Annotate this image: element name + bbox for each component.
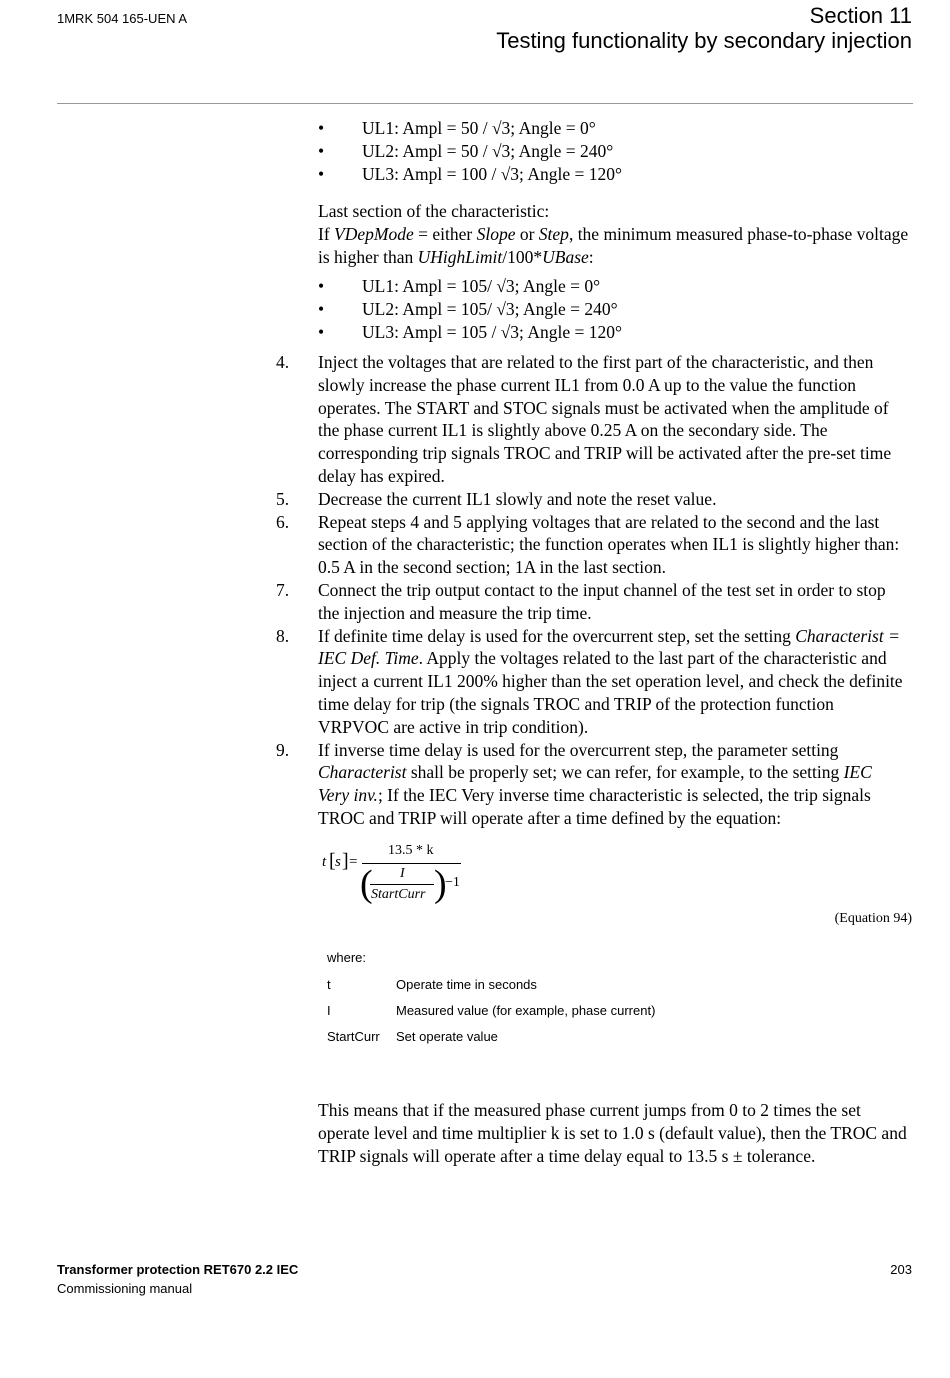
last-section-heading: Last section of the characteristic: xyxy=(318,201,550,221)
eq-inner-numerator: I xyxy=(400,866,405,881)
footer-product-title: Transformer protection RET670 2.2 IEC xyxy=(57,1262,299,1277)
value-step: Step xyxy=(538,223,569,244)
setting-characterist: Characterist xyxy=(318,762,407,783)
table-row xyxy=(327,977,727,995)
param-uhighlimit: UHighLimit xyxy=(417,246,503,267)
header-divider xyxy=(57,103,913,104)
page-number: 203 xyxy=(890,1262,912,1277)
step-text: Decrease the current IL1 slowly and note the reset value. xyxy=(318,488,717,509)
step-number: 9. xyxy=(276,739,290,760)
setting-iec-very-inv: IEC Very inv. xyxy=(318,762,872,806)
description-cell: Operate time in seconds xyxy=(396,977,537,992)
list-item xyxy=(318,321,918,344)
step-9: 9. If inverse time delay is used for the overcurrent step, the parameter setting Characterist shall be properly set; we can refer, for example, to the setting IEC Very inv.; If the IEC Very inverse time characteristic is selected, the trip signals TROC and TRIP will operate after a time defined by the equation: xyxy=(276,739,872,828)
bullet-icon: • xyxy=(318,118,325,138)
symbol-cell: StartCurr xyxy=(327,1029,380,1044)
step-6 xyxy=(276,511,906,579)
param-ubase: UBase xyxy=(542,246,589,267)
param-vdepmode: VDepMode xyxy=(334,223,414,244)
where-heading: where: xyxy=(327,950,367,965)
eq-inner-denominator: StartCurr xyxy=(371,887,426,902)
bullet-text: UL2: Ampl = 50 / √3; Angle = 240° xyxy=(362,140,614,161)
eq-paren-close: ) xyxy=(434,863,447,905)
list-item xyxy=(318,163,918,186)
list-item xyxy=(318,275,918,298)
eq-lhs-t: t xyxy=(322,854,327,870)
step-text: Repeat steps 4 and 5 applying voltages that are related to the second and the last section of the characteristic; the function operates when IL1 is slightly higher than: 0.5 A in the second section; 1A in the last section. xyxy=(318,511,900,578)
last-section-condition: If VDepMode = either Slope or Step, the minimum measured phase-to-phase voltage is higher than UHighLimit/100*UBase: xyxy=(318,223,909,267)
step-7 xyxy=(276,579,906,625)
value-slope: Slope xyxy=(476,223,516,244)
bullet-text: UL3: Ampl = 105 / √3; Angle = 120° xyxy=(362,321,622,342)
eq-equals: = xyxy=(349,854,358,870)
eq-lhs-s: s xyxy=(335,854,341,870)
bullet-text: UL3: Ampl = 100 / √3; Angle = 120° xyxy=(362,163,622,184)
step-4 xyxy=(276,351,906,488)
eq-bracket-close: ] xyxy=(342,850,349,872)
eq-inner-fraction-bar xyxy=(370,884,434,885)
step-8: 8. If definite time delay is used for the overcurrent step, set the setting Characterist = IEC Def. Time. Apply the voltages related to the last part of the characteristic and inject a current IL1 200% higher than the set operation level, and check the definite time delay for trip (the signals TROC and TRIP of the protection function VRPVOC are active in trip condition). xyxy=(276,625,903,737)
bullet-icon: • xyxy=(318,140,325,161)
list-item xyxy=(318,140,918,163)
section-title: Testing functionality by secondary injection xyxy=(496,28,912,53)
bullet-text: UL1: Ampl = 105/ √3; Angle = 0° xyxy=(362,276,601,296)
bullet-text: UL2: Ampl = 105/ √3; Angle = 240° xyxy=(362,298,618,319)
step-number: 7. xyxy=(276,579,290,600)
section-number: Section 11 xyxy=(809,3,912,28)
step-text: Inject the voltages that are related to the first part of the characteristic, and then slowly increase the phase current IL1 from 0.0 A up to the value the function operates. The START and STOC signals must be activated when the amplitude of the phase current IL1 is slightly above 0.25 A on the secondary side. The corresponding trip signals TROC and TRIP will be activated after the pre-set time delay has expired. xyxy=(318,352,892,486)
voltage-bullet-list-1 xyxy=(318,117,918,185)
symbol-cell: I xyxy=(327,1003,331,1018)
description-cell: Measured value (for example, phase current) xyxy=(396,1003,656,1018)
bullet-icon: • xyxy=(318,163,325,184)
footer-manual-type: Commissioning manual xyxy=(57,1281,193,1296)
voltage-bullet-list-2 xyxy=(318,275,918,343)
bullet-text: UL1: Ampl = 50 / √3; Angle = 0° xyxy=(362,118,596,138)
bullet-icon: • xyxy=(318,321,325,342)
last-section-paragraph xyxy=(318,200,913,268)
symbol-cell: t xyxy=(327,977,331,992)
step-number: 8. xyxy=(276,625,290,646)
where-table xyxy=(327,950,727,1050)
step-5 xyxy=(276,488,906,511)
step-text: Connect the trip output contact to the input channel of the test set in order to stop the injection and measure the trip time. xyxy=(318,579,886,623)
step-number: 6. xyxy=(276,511,290,532)
description-cell: Set operate value xyxy=(396,1029,498,1044)
table-row xyxy=(327,1003,727,1021)
list-item xyxy=(318,298,918,321)
eq-bracket-open: [ xyxy=(329,850,336,872)
setting-characterist-iec-def-time: Characterist = IEC Def. Time xyxy=(318,625,900,669)
equation-label: (Equation 94) xyxy=(834,911,912,926)
table-row xyxy=(327,1029,727,1047)
eq-paren-open: ( xyxy=(360,863,373,905)
list-item xyxy=(318,117,918,140)
eq-minus-one: −1 xyxy=(445,875,460,890)
closing-paragraph: This means that if the measured phase current jumps from 0 to 2 times the set operate level and time multiplier k is set to 1.0 s (default value), then the TROC and TRIP signals will operate after a time delay equal to 13.5 s ± tolerance. xyxy=(318,1100,907,1166)
bullet-icon: • xyxy=(318,276,325,296)
step-number: 4. xyxy=(276,352,290,372)
eq-numerator: 13.5 * k xyxy=(388,843,434,858)
document-id: 1MRK 504 165-UEN A xyxy=(57,11,188,26)
procedure-steps xyxy=(276,351,916,830)
bullet-icon: • xyxy=(318,298,325,319)
step-number: 5. xyxy=(276,488,290,509)
equation-94 xyxy=(318,840,478,910)
